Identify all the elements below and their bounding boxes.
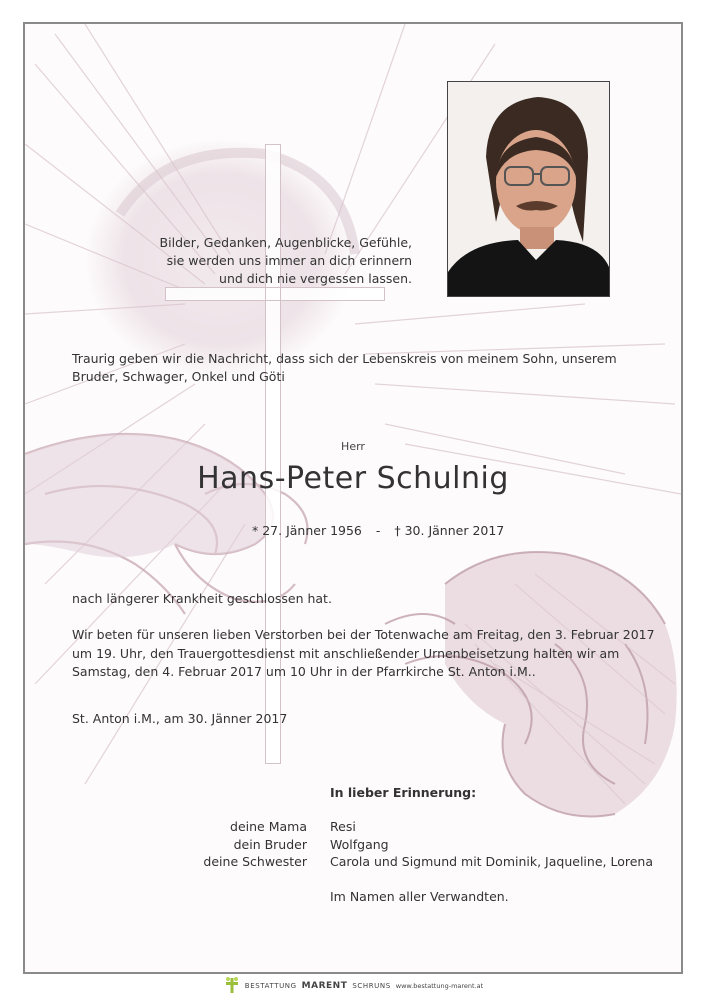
- salutation: Herr: [341, 440, 365, 453]
- mourner-relation: deine Mama: [230, 819, 307, 834]
- birth-date: * 27. Jänner 1956: [252, 523, 362, 538]
- place-and-date: St. Anton i.M., am 30. Jänner 2017: [72, 711, 288, 726]
- memory-heading: In lieber Erinnerung:: [330, 785, 477, 800]
- firm-prefix: BESTATTUNG: [244, 982, 297, 990]
- memorial-poem: [150, 234, 412, 288]
- mourner-relation: dein Bruder: [233, 837, 307, 852]
- death-date: † 30. Jänner 2017: [394, 523, 505, 538]
- service-details: Wir beten für unseren lieben Verstorben bei der Totenwache am Freitag, den 3. Februar 2017 um 19. Uhr, den Trauergottesdienst mit anschließender Urnenbeisetzung halten wir am Samstag, den 4. Februar 2017 um 10 Uhr in der Pfarrkirche St. Anton i.M..: [72, 627, 655, 679]
- firm-url[interactable]: www.bestattung-marent.at: [395, 982, 484, 990]
- mourner-relation: deine Schwester: [203, 854, 307, 869]
- family-signature: Im Namen aller Verwandten.: [330, 889, 509, 904]
- poem-line: sie werden uns immer an dich erinnern: [166, 253, 412, 268]
- poem-line: Bilder, Gedanken, Augenblicke, Gefühle,: [159, 235, 412, 250]
- mourner-names: Resi: [330, 819, 356, 834]
- mourner-names: Carola und Sigmund mit Dominik, Jaqueline, Lorena: [330, 854, 653, 869]
- date-separator: -: [375, 523, 381, 538]
- firm-name: MARENT: [301, 981, 348, 991]
- portrait-photo: [447, 81, 610, 297]
- mourner-names: Wolfgang: [330, 837, 389, 852]
- closing-text: nach längerer Krankheit geschlossen hat.: [72, 591, 332, 606]
- life-dates: [252, 523, 514, 538]
- obituary-card: [23, 22, 683, 974]
- firm-name-wrap: [302, 981, 348, 991]
- tree-cross-icon: [224, 976, 240, 996]
- footer: [0, 973, 707, 999]
- announcement-text: Traurig geben wir die Nachricht, dass sich der Lebenskreis von meinem Sohn, unserem Bruder, Schwager, Onkel und Göti: [72, 351, 617, 384]
- deceased-name: Hans-Peter Schulnig: [197, 461, 509, 496]
- poem-line: und dich nie vergessen lassen.: [219, 271, 412, 286]
- firm-place: SCHRUNS: [352, 982, 391, 990]
